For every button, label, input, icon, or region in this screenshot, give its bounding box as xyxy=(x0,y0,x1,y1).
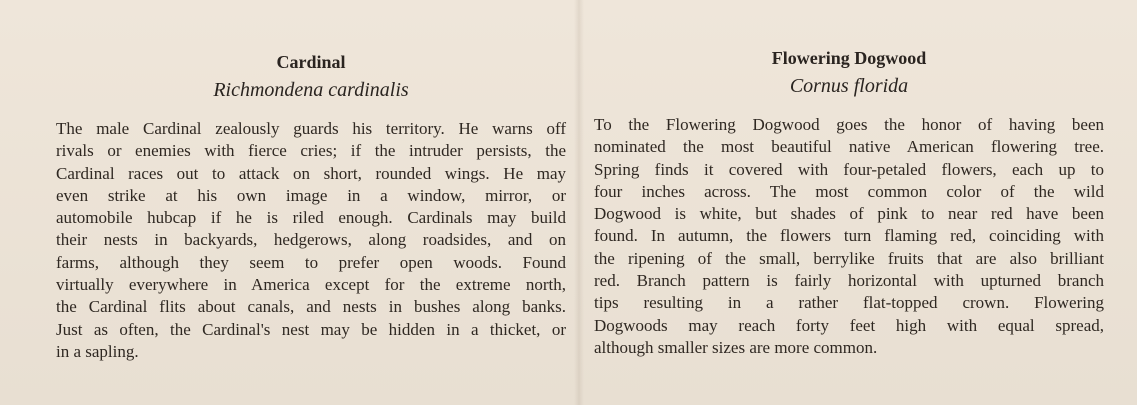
cardinal-text-line: Just as often, the Cardinal's nest may be hidden in a thicket, or xyxy=(56,319,566,339)
dogwood-text-line: although smaller sizes are more common. xyxy=(594,337,878,357)
cardinal-text-line: The male Cardinal zealously guards his territory. He warns off xyxy=(56,119,566,138)
page-seam xyxy=(574,0,584,405)
dogwood-text-line: red. Branch pattern is fairly horizontal with upturned branch xyxy=(594,271,1104,291)
dogwood-text-line: nominated the most beautiful native American flowering tree. xyxy=(594,137,1104,157)
dogwood-text-line: Dogwood is white, but shades of pink to near red have been xyxy=(594,204,1104,224)
dogwood-text-line: found. In autumn, the flowers turn flaming red, coinciding with xyxy=(594,226,1104,246)
cardinal-text-line: farms, although they seem to prefer open woods. Found xyxy=(56,252,566,272)
dogwood-entry xyxy=(594,0,1104,359)
cardinal-text-line: in a sapling. xyxy=(56,341,139,361)
dogwood-text-line: To the Flowering Dogwood goes the honor of having been xyxy=(594,115,1104,134)
dogwood-text-line: the ripening of the small, berrylike fruits that are also brilliant xyxy=(594,248,1104,268)
cardinal-text-line: Cardinal races out to attack on short, rounded wings. He may xyxy=(56,163,566,183)
dogwood-latin-name: Cornus florida xyxy=(789,75,909,97)
cardinal-text-line: the Cardinal flits about canals, and nests in bushes along banks. xyxy=(56,297,566,317)
cardinal-title: Cardinal xyxy=(276,52,346,72)
dogwood-description xyxy=(594,114,1104,359)
cardinal-entry xyxy=(56,0,566,363)
cardinal-text-line: rivals or enemies with fierce cries; if the intruder persists, the xyxy=(56,141,566,161)
dogwood-text-line: Dogwoods may reach forty feet high with equal spread, xyxy=(594,315,1104,335)
cardinal-text-line: even strike at his own image in a window, mirror, or xyxy=(56,185,566,205)
dogwood-title: Flowering Dogwood xyxy=(771,48,927,68)
cardinal-text-line: automobile hubcap if he is riled enough. Cardinals may build xyxy=(56,208,566,228)
dogwood-text-line: tips resulting in a rather flat-topped crown. Flowering xyxy=(594,293,1104,313)
dogwood-text-line: Spring finds it covered with four-petaled flowers, each up to xyxy=(594,159,1104,179)
cardinal-text-line: their nests in backyards, hedgerows, along roadsides, and on xyxy=(56,230,566,250)
cardinal-text-line: virtually everywhere in America except for the extreme north, xyxy=(56,275,566,295)
cardinal-latin-name: Richmondena cardinalis xyxy=(213,79,409,101)
cardinal-description xyxy=(56,118,566,363)
dogwood-text-line: four inches across. The most common color of the wild xyxy=(594,181,1104,201)
